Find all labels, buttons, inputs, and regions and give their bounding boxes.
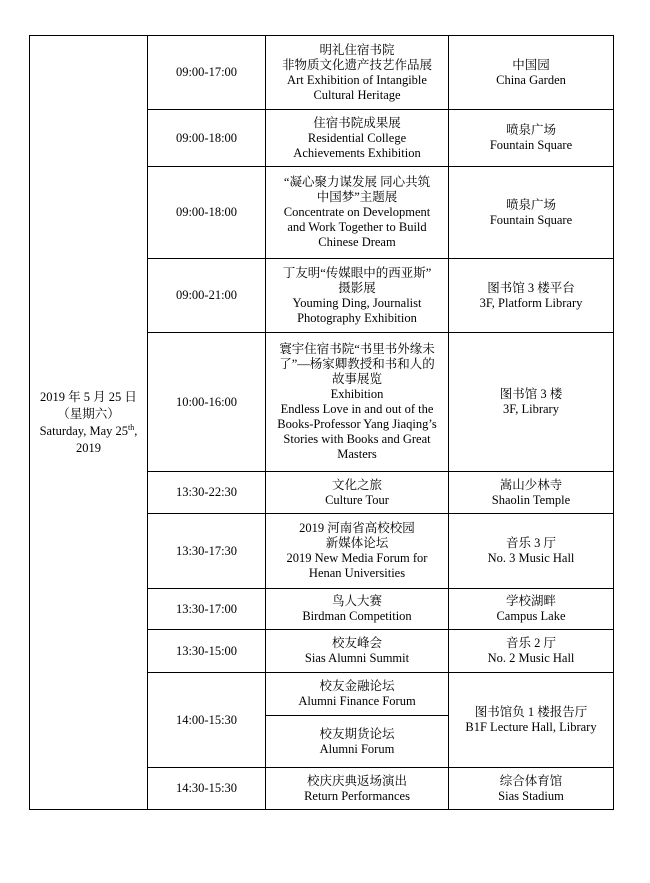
time-cell: 13:30-15:00 [148, 630, 266, 673]
event-cell: 明礼住宿书院 非物质文化遗产技艺作品展 Art Exhibition of Intangible Cultural Heritage [266, 36, 449, 110]
time-cell: 13:30-17:00 [148, 589, 266, 630]
event-cell: 校友峰会 Sias Alumni Summit [266, 630, 449, 673]
event-cell: 住宿书院成果展 Residential College Achievements Exhibition [266, 110, 449, 167]
time-cell: 14:30-15:30 [148, 768, 266, 810]
venue-cell: 音乐 2 厅 No. 2 Music Hall [449, 630, 614, 673]
date-zh: 2019 年 5 月 25 日 [40, 389, 137, 404]
venue-cell: 图书馆 3 楼 3F, Library [449, 333, 614, 472]
venue-cell: 音乐 3 厅 No. 3 Music Hall [449, 514, 614, 589]
time-cell: 13:30-17:30 [148, 514, 266, 589]
time-cell: 09:00-18:00 [148, 110, 266, 167]
event-cell: 校友金融论坛 Alumni Finance Forum [266, 673, 449, 716]
event-cell: 丁友明“传媒眼中的西亚斯” 摄影展 Youming Ding, Journalist Photography Exhibition [266, 259, 449, 333]
event-cell: 校庆庆典返场演出 Return Performances [266, 768, 449, 810]
venue-cell: 学校湖畔 Campus Lake [449, 589, 614, 630]
weekday-zh: （星期六） [57, 406, 120, 421]
time-cell: 09:00-17:00 [148, 36, 266, 110]
date-cell [30, 36, 148, 810]
event-cell: 寰宇住宿书院“书里书外缘未 了”—杨家卿教授和书和人的 故事展览 Exhibition Endless Love in and out of the Books-Professor Yang Jiaqing’s Stories with Books and Great Masters [266, 333, 449, 472]
venue-cell: 喷泉广场 Fountain Square [449, 167, 614, 259]
event-cell: “凝心聚力谋发展 同心共筑 中国梦”主题展 Concentrate on Development and Work Together to Build Chinese Dream [266, 167, 449, 259]
time-cell: 09:00-18:00 [148, 167, 266, 259]
venue-cell: 综合体育馆 Sias Stadium [449, 768, 614, 810]
date-en: Saturday, May 25th, [39, 422, 138, 438]
event-cell: 2019 河南省高校校园 新媒体论坛 2019 New Media Forum for Henan Universities [266, 514, 449, 589]
event-cell: 文化之旅 Culture Tour [266, 472, 449, 514]
event-cell: 校友期货论坛 Alumni Forum [266, 716, 449, 768]
venue-cell: 中国园 China Garden [449, 36, 614, 110]
time-cell: 09:00-21:00 [148, 259, 266, 333]
venue-cell: 图书馆负 1 楼报告厅 B1F Lecture Hall, Library [449, 673, 614, 768]
table-row [30, 36, 614, 110]
event-schedule-table [29, 35, 614, 810]
event-cell: 鸟人大赛 Birdman Competition [266, 589, 449, 630]
time-cell: 14:00-15:30 [148, 673, 266, 768]
venue-cell: 图书馆 3 楼平台 3F, Platform Library [449, 259, 614, 333]
time-cell: 13:30-22:30 [148, 472, 266, 514]
date-year: 2019 [76, 440, 101, 455]
time-cell: 10:00-16:00 [148, 333, 266, 472]
venue-cell: 喷泉广场 Fountain Square [449, 110, 614, 167]
venue-cell: 嵩山少林寺 Shaolin Temple [449, 472, 614, 514]
